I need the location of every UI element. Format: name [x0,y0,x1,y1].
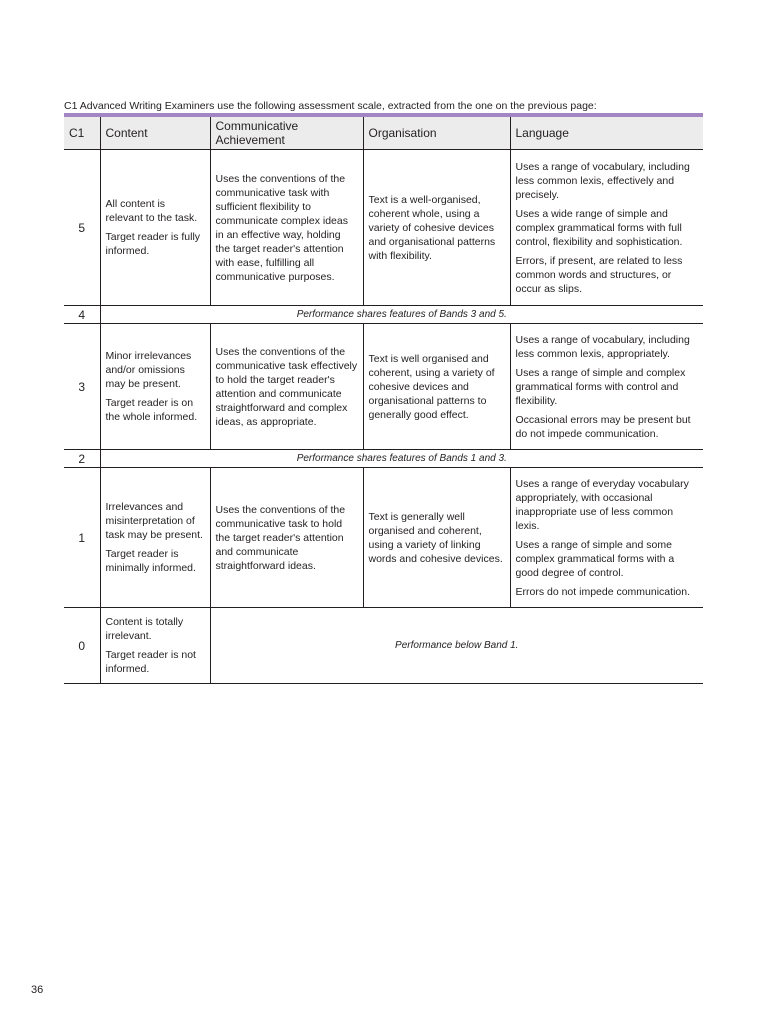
content-text: Irrelevances and misinterpretation of task may be present. [105,501,203,541]
band-5-row [64,150,703,306]
organisation-text: Text is a well-organised, coherent whole, using a variety of cohesive devices and organisational patterns with flexibility. [368,193,496,262]
shared-features-text: Performance shares features of Bands 1 and 3. [100,450,703,468]
band-number: 0 [64,608,100,684]
content-text: All content is relevant to the task. [105,198,198,224]
content-text: Minor irrelevances and/or omissions may be present. [105,350,192,390]
language-text: Errors, if present, are related to less common words and structures, or occur as slips. [515,254,683,295]
content-text: Target reader is fully informed. [105,231,201,257]
header-language: Language [510,115,703,150]
language-text: Errors do not impede communication. [515,585,690,598]
content-cell [100,468,210,608]
language-text: Occasional errors may be present but do not impede communication. [515,413,691,440]
band-number: 2 [64,450,100,468]
content-text: Target reader is not informed. [105,649,196,675]
band-1-row [64,468,703,608]
header-content: Content [100,115,210,150]
language-text: Uses a range of vocabulary, including less common lexis, effectively and precisely. [515,160,690,201]
organisation-cell [363,468,510,608]
language-text: Uses a range of vocabulary, including less common lexis, appropriately. [515,333,690,360]
organisation-cell [363,324,510,450]
language-text: Uses a range of simple and complex grammatical forms with control and flexibility. [515,366,686,407]
communicative-cell [210,324,363,450]
content-text: Content is totally irrelevant. [105,616,184,642]
header-organisation: Organisation [363,115,510,150]
band-number: 1 [64,468,100,608]
language-text: Uses a range of everyday vocabulary appropriately, with occasional inappropriate use of less common lexis. [515,477,689,532]
table-header-row [64,115,703,150]
shared-features-text: Performance shares features of Bands 3 and 5. [100,306,703,324]
content-cell [100,150,210,306]
band-number: 3 [64,324,100,450]
language-cell [510,324,703,450]
content-cell [100,324,210,450]
organisation-cell [363,150,510,306]
header-communicative-achievement: Communicative Achievement [210,115,363,150]
communicative-text: Uses the conventions of the communicative task effectively to hold the target reader's attention and communicate straightforward and complex ideas, as appropriate. [215,345,358,428]
page-number: 36 [31,984,44,996]
language-text: Uses a wide range of simple and complex grammatical forms with full control, flexibility and sophistication. [515,207,683,248]
band-number: 4 [64,306,100,324]
band-4-row [64,306,703,324]
communicative-text: Uses the conventions of the communicative task with sufficient flexibility to communicate complex ideas in an effective way, holding the target reader's attention with ease, fulfilling all communicative purposes. [215,172,348,283]
organisation-text: Text is well organised and coherent, using a variety of cohesive devices and organisational patterns to generally good effect. [368,352,495,421]
communicative-cell [210,468,363,608]
content-text: Target reader is on the whole informed. [105,397,198,423]
language-cell [510,468,703,608]
band-3-row [64,324,703,450]
band-number: 5 [64,150,100,306]
content-text: Target reader is minimally informed. [105,548,196,574]
language-text: Uses a range of simple and some complex grammatical forms with a good degree of control. [515,538,675,579]
band-2-row [64,450,703,468]
intro-text: C1 Advanced Writing Examiners use the following assessment scale, extracted from the one on the previous page: [64,99,597,112]
organisation-text: Text is generally well organised and coherent, using a variety of linking words and cohesive devices. [368,510,503,565]
assessment-scale-table [64,113,703,684]
band-0-row [64,608,703,684]
language-cell [510,150,703,306]
below-band-text: Performance below Band 1. [210,608,703,684]
communicative-text: Uses the conventions of the communicative task to hold the target reader's attention and communicate straightforward ideas. [215,503,346,572]
content-cell [100,608,210,684]
header-c1: C1 [64,115,100,150]
communicative-cell [210,150,363,306]
